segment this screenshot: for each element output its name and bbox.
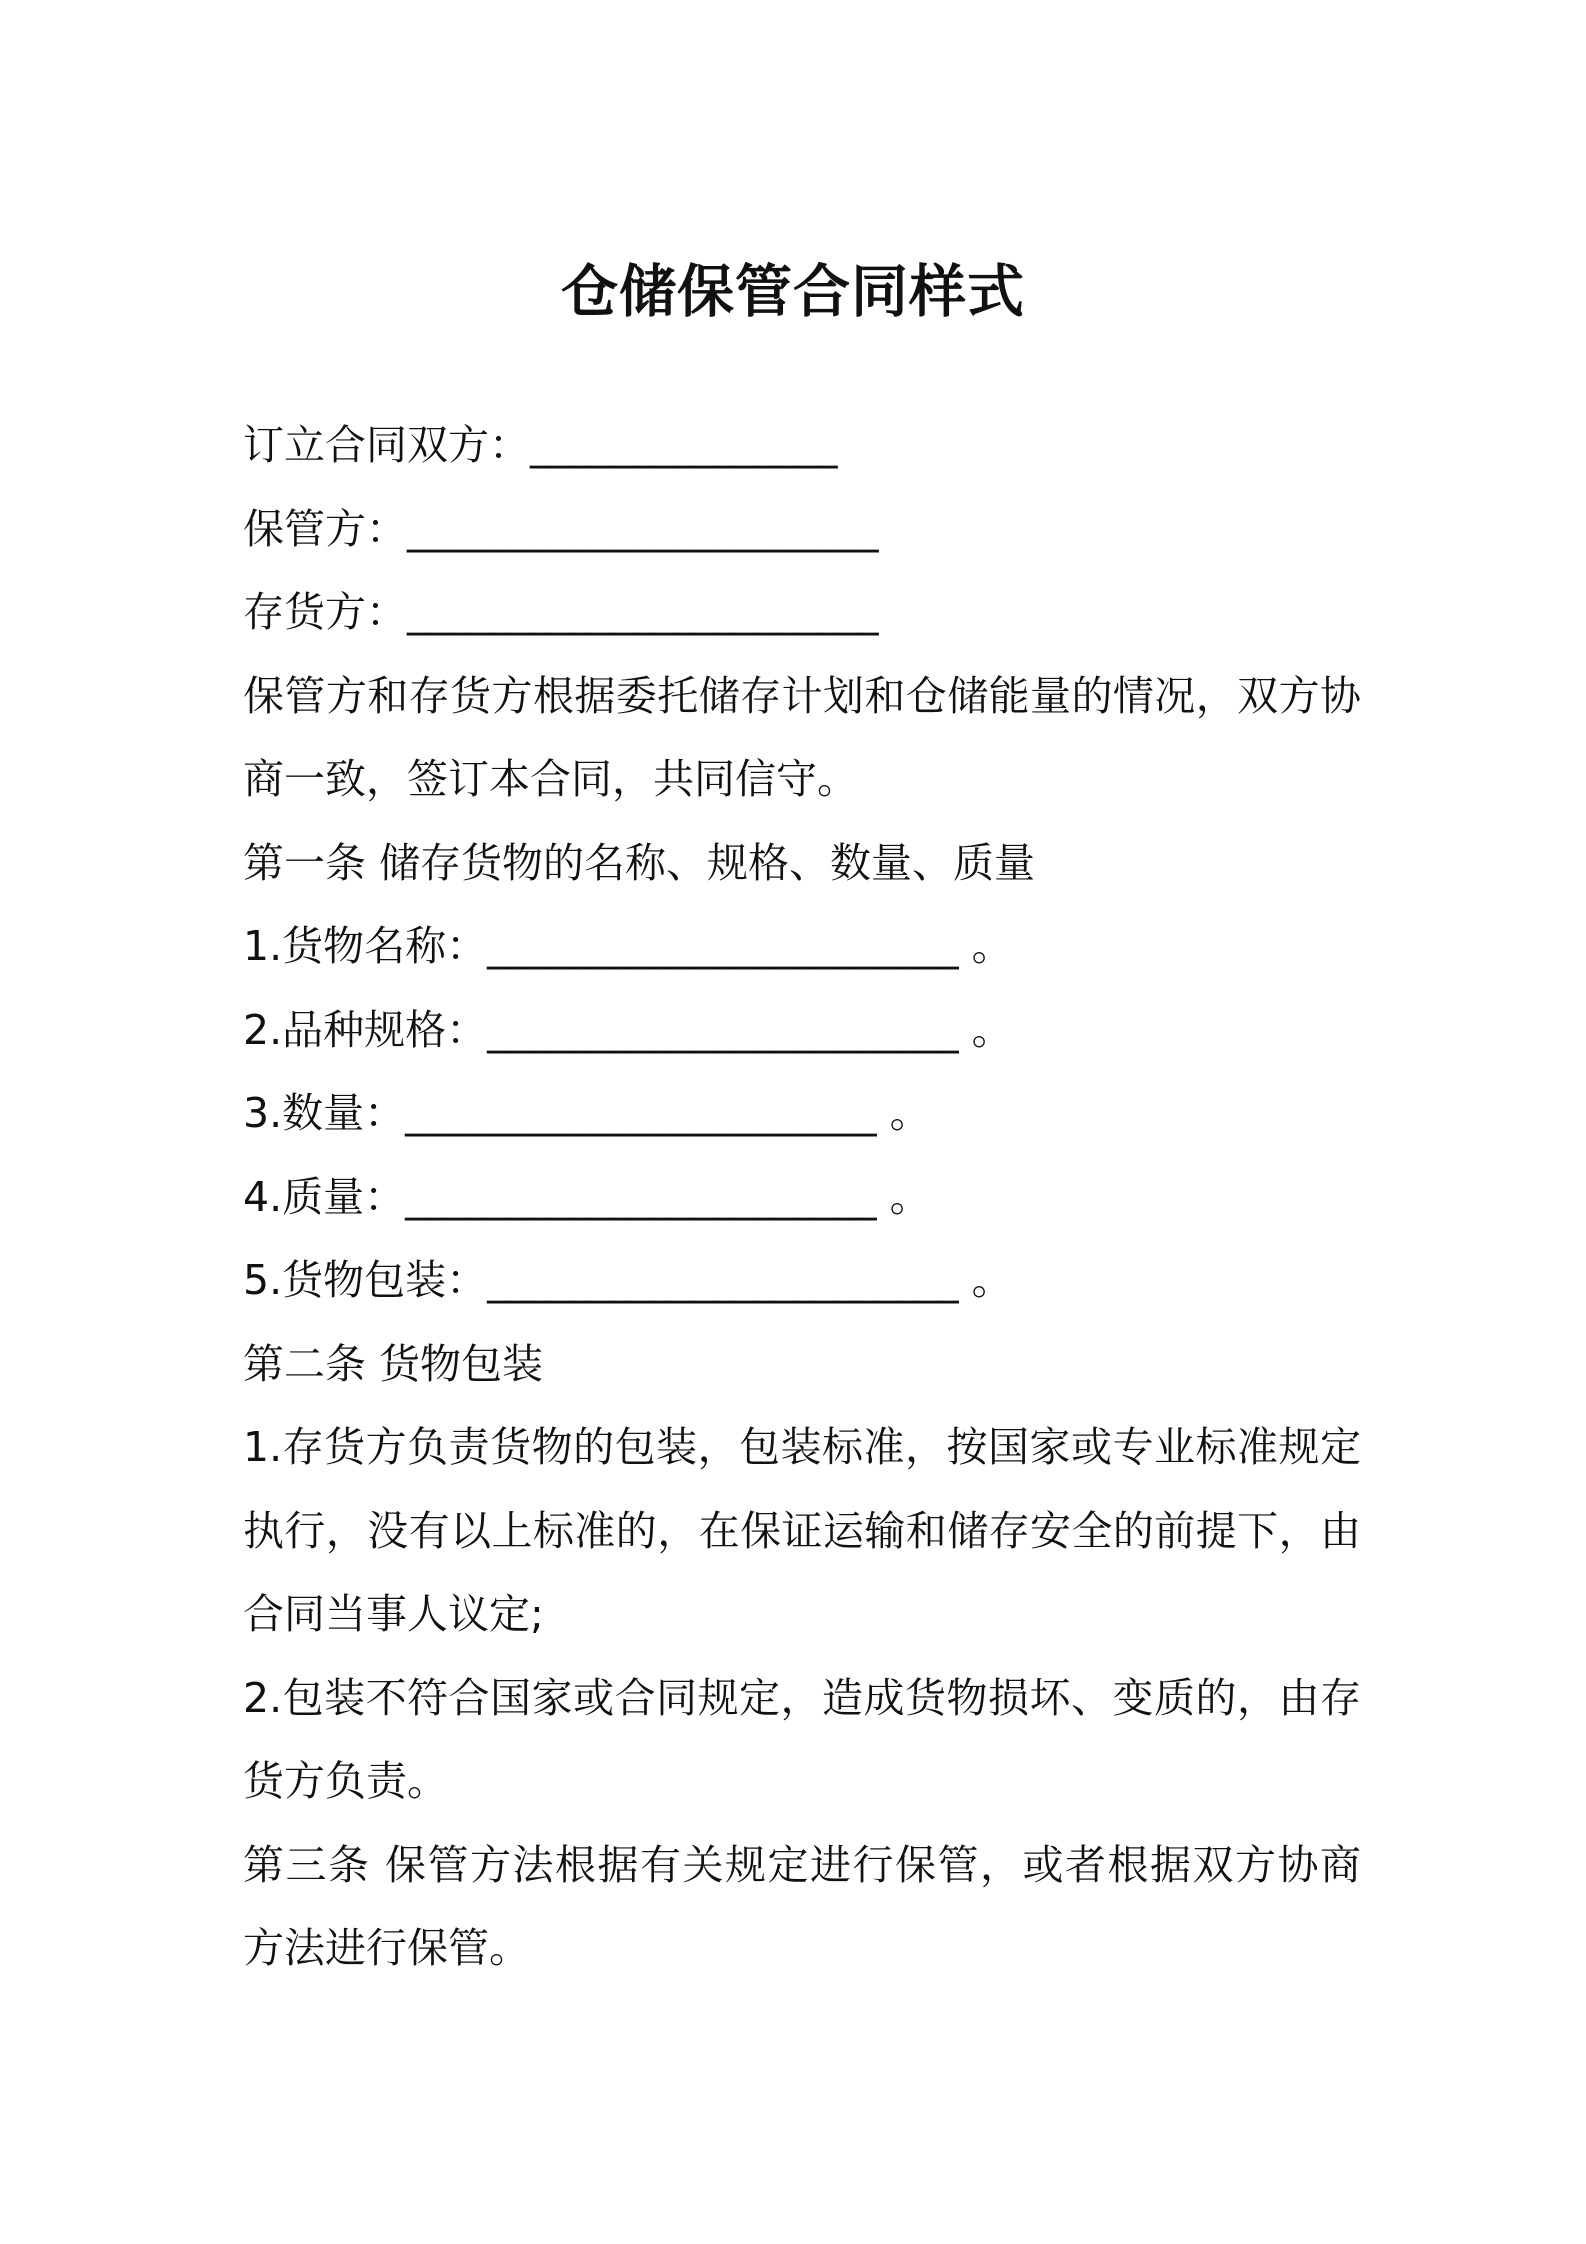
goods-packaging-field: 5.货物包装：_______________________ 。 — [243, 1256, 1013, 1304]
preamble-paragraph: 保管方和存货方根据委托储存计划和仓储能量的情况，双方协商一致，签订本合同，共同信守。 — [243, 671, 1361, 803]
parties-field: 订立合同双方：_______________ — [243, 421, 838, 469]
article-1-heading: 第一条 储存货物的名称、规格、数量、质量 — [243, 838, 1036, 887]
document-body — [243, 404, 1361, 1991]
article-2-heading: 第二条 货物包装 — [243, 1339, 544, 1388]
goods-quality-field: 4.质量：_______________________ 。 — [243, 1172, 931, 1221]
article-3-paragraph: 第三条 保管方法根据有关规定进行保管，或者根据双方协商方法进行保管。 — [243, 1840, 1361, 1972]
goods-name-field: 1.货物名称：_______________________ 。 — [243, 922, 1013, 970]
goods-spec-field: 2.品种规格：_______________________ 。 — [243, 1005, 1013, 1054]
document-title: 仓储保管合同样式 — [561, 259, 1025, 325]
article-2-clause-2: 2.包装不符合国家或合同规定，造成货物损坏、变质的，由存货方负责。 — [243, 1673, 1361, 1805]
goods-quantity-field: 3.数量：_______________________ 。 — [243, 1089, 931, 1137]
depositor-field: 存货方：_______________________ — [243, 588, 879, 636]
article-2-clause-1: 1.存货方负责货物的包装，包装标准，按国家或专业标准规定执行，没有以上标准的，在保证运输和储存安全的前提下，由合同当事人议定; — [243, 1423, 1361, 1638]
custodian-field: 保管方：_______________________ — [243, 504, 879, 553]
